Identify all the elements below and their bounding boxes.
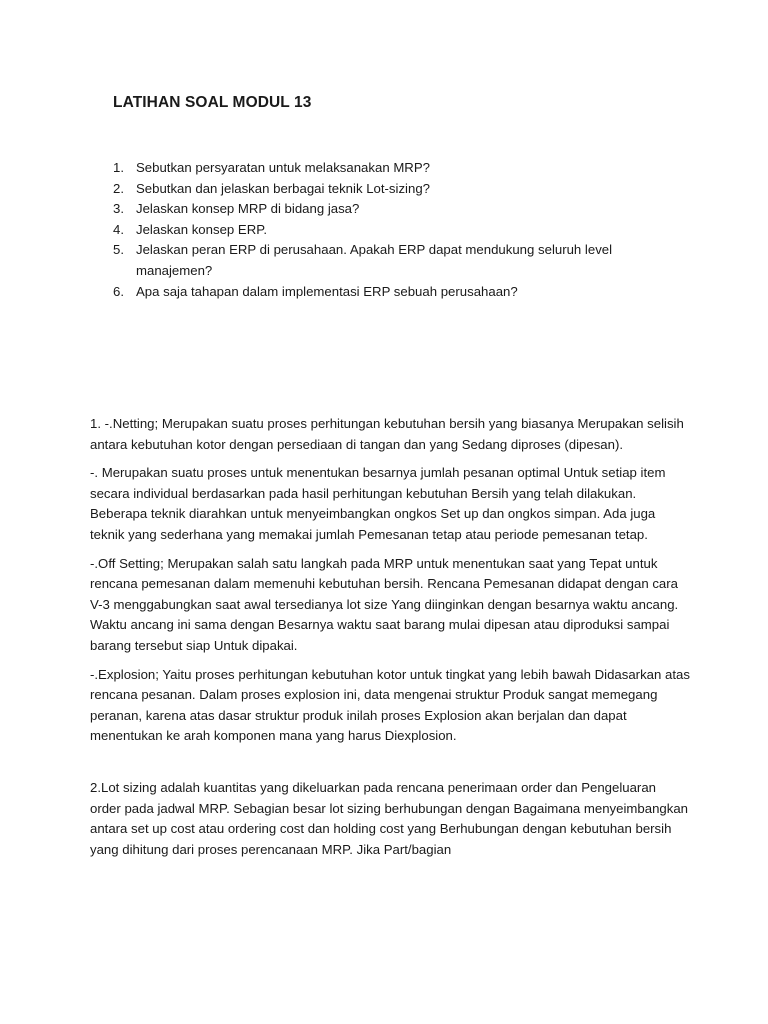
answer-2-lot-sizing: 2.Lot sizing adalah kuantitas yang dikeluarkan pada rencana penerimaan order dan Pengeluaran order pada jadwal MRP. Sebagian besar lot sizing berhubungan dengan Bagaimana menyeimbangkan antara set up cost atau ordering cost dan holding cost yang Berhubungan dengan kebutuhan bersih yang dihitung dari proses perencanaan MRP. Jika Part/bagian [90,779,688,857]
question-text: Apa saja tahapan dalam implementasi ERP sebuah perusahaan? [136,283,518,299]
answer-explosion: -.Explosion; Yaitu proses perhitungan kebutuhan kotor untuk tingkat yang lebih bawah Didasarkan atas rencana pesanan. Dalam proses explosion ini, data mengenai struktur Produk sangat memegang peranan, karena atas dasar struktur produk inilah proses Explosion akan berjalan dan dapat menentukan ke arah komponen mana yang harus Diexplosion. [90,666,690,744]
question-text: Jelaskan konsep MRP di bidang jasa? [136,201,360,217]
list-item [113,158,633,179]
question-number: 6. [113,283,124,299]
question-text: Jelaskan konsep ERP. [136,221,267,237]
question-number: 1. [113,160,124,175]
answer-section [90,414,690,868]
page-title: LATIHAN SOAL MODUL 13 [113,94,312,111]
question-number: 3. [113,201,124,217]
question-list [113,158,633,302]
answer-lot-sizing: -. Merupakan suatu proses untuk menentukan besarnya jumlah pesanan optimal Untuk setiap item secara individual berdasarkan pada hasil perhitungan kebutuhan Bersih yang telah dilakukan. Beberapa teknik diarahkan untuk menyeimbangkan ongkos Set up dan ongkos simpan. Ada juga teknik yang sederhana yang memakai jumlah Pemesanan tetap atau periode pemesanan tetap. [90,465,666,542]
list-item [113,199,633,220]
list-item [113,282,633,303]
question-number: 2. [113,180,124,196]
question-text: Sebutkan persyaratan untuk melaksanakan MRP? [136,160,430,175]
list-item [113,220,633,241]
list-item [113,240,633,281]
question-number: 4. [113,221,124,237]
question-number: 5. [113,242,124,258]
question-text: Jelaskan peran ERP di perusahaan. Apakah ERP dapat mendukung seluruh level manajemen? [136,242,613,278]
answer-netting: 1. -.Netting; Merupakan suatu proses perhitungan kebutuhan bersih yang biasanya Merupakan selisih antara kebutuhan kotor dengan persediaan di tangan dan yang Sedang diproses (dipesan). [90,416,684,452]
answer-off-setting: -.Off Setting; Merupakan salah satu langkah pada MRP untuk menentukan saat yang Tepat untuk rencana pemesanan dalam memenuhi kebutuhan bersih. Rencana Pemesanan didapat dengan cara V-3 menggabungkan saat awal tersedianya lot size Yang diinginkan dengan besarnya waktu ancang. Waktu ancang ini sama dengan Besarnya waktu saat barang mulai dipesan atau diproduksi sampai barang tersebut siap Untuk dipakai. [90,555,679,653]
list-item [113,179,633,200]
question-text: Sebutkan dan jelaskan berbagai teknik Lot-sizing? [136,180,430,196]
